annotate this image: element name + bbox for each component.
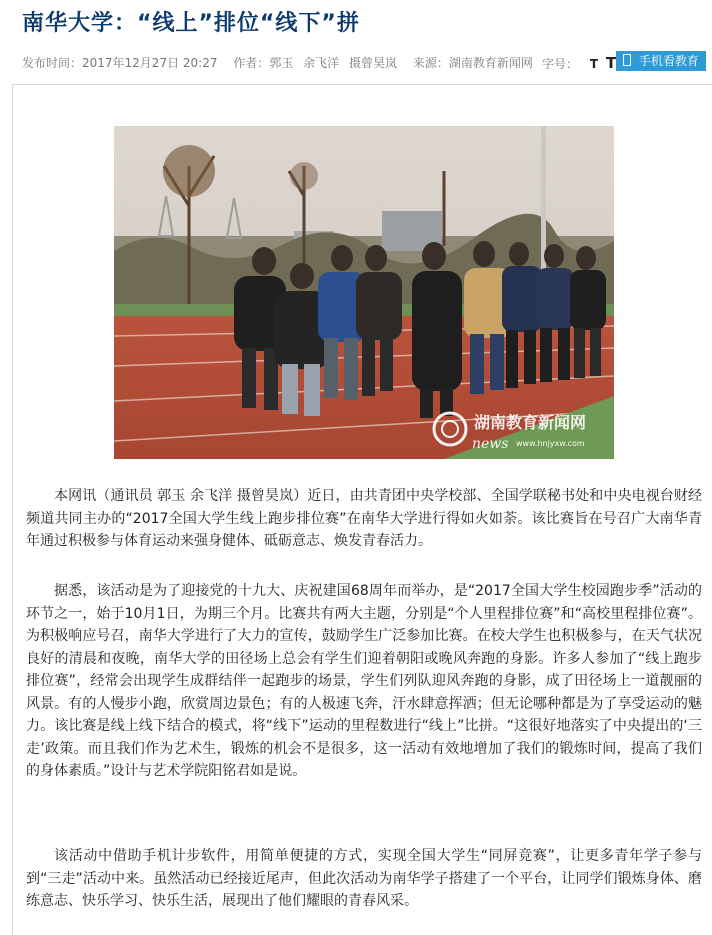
article-paragraph-3: 该活动中借助手机计步软件，用简单便捷的方式，实现全国大学生“同屏竞赛”，让更多青年学子参与到“三走”活动中来。虽然活动已经接近尾声，但此次活动为南华学子搭建了一个平台，让同学们锻炼身体、磨练意志、快乐学习、快乐生活，展现出了他们耀眼的青春风采。 <box>26 848 702 909</box>
author-2: 余飞洋 <box>303 56 340 70</box>
article-paragraph-1: 本网讯（通讯员 郭玉 余飞洋 摄曾昊岚）近日，由共青团中央学校部、全国学联秘书处和中央电视台财经频道共同主办的“2017全国大学生线上跑步排位赛”在南华大学进行得如火如荼。该比赛旨在号召广大南华青年通过积极参与体育运动来强身健体、砥砺意志、焕发青春活力。 <box>26 488 702 549</box>
mobile-view-label: 手机看教育 <box>638 54 699 68</box>
photographer: 摄曾昊岚 <box>349 56 398 70</box>
meta-info <box>22 54 545 71</box>
watermark-url: www.hnjyxw.com <box>516 439 585 448</box>
font-large-button[interactable]: T <box>605 54 617 72</box>
article-paragraph-2: 据悉，该活动是为了迎接党的十九大、庆祝建国68周年而举办，是“2017全国大学生校园跑步季”活动的环节之一，始于10月1日，为期三个月。比赛共有两大主题，分别是“个人里程排位赛”和“高校里程排位赛”。为积极响应号召，南华大学进行了大力的宣传，鼓励学生广泛参加比赛。在校大学生也积极参与，在天气状况良好的清晨和夜晚，南华大学的田径场上总会有学生们迎着朝阳或晚风奔跑的身影。许多人参加了“线上跑步排位赛”，经常会出现学生成群结伴一起跑步的场景，学生们列队迎风奔跑的身影，成了田径场上一道靓丽的风景。有的人慢步小跑，欣赏周边景色；有的人极速飞奔，汗水肆意挥洒；但无论哪种都是为了享受运动的魅力。该比赛是线上线下结合的模式，将“线下”运动的里程数进行“线上”比拼。“这很好地落实了中央提出的‘三走’政策。而且我们作为艺术生，锻炼的机会不是很多，这一活动有效地增加了我们的锻炼时间，提高了我们的身体素质。”设计与艺术学院阳铭君如是说。 <box>26 583 702 779</box>
font-size-control <box>542 54 616 72</box>
font-size-label: 字号： <box>542 57 579 71</box>
article-title: 南华大学：“线上”排位“线下”拼 <box>22 11 360 36</box>
source: 来源：湖南教育新闻网 <box>412 56 533 70</box>
font-small-button[interactable]: T <box>589 57 599 71</box>
mobile-view-button[interactable] <box>616 51 706 71</box>
author: 作者：郭玉 <box>233 56 294 70</box>
article-meta <box>22 52 708 72</box>
watermark-text: 湖南教育新闻网 <box>474 413 587 432</box>
watermark-news: news <box>472 436 509 452</box>
phone-icon <box>623 54 631 66</box>
publish-time: 发布时间：2017年12月27日 20:27 <box>22 56 218 70</box>
article-photo <box>114 126 614 459</box>
